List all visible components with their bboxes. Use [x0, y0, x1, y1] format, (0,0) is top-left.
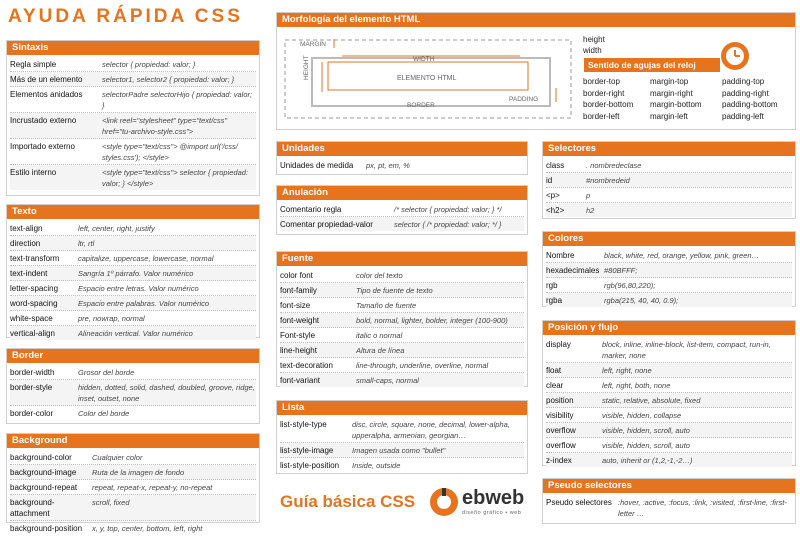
- property-name: direction: [10, 238, 41, 248]
- panel-pseudo: [542, 478, 796, 524]
- table-row: [546, 173, 792, 188]
- table-row: [546, 263, 792, 278]
- panel-lista: [276, 400, 528, 474]
- box-property: border-left: [583, 111, 620, 121]
- property-value: . nombredeclase: [586, 160, 642, 170]
- property-name: word-spacing: [10, 298, 58, 308]
- box-props-col2: [650, 76, 702, 122]
- property-name: Unidades de medida: [280, 160, 354, 170]
- table-row: [10, 87, 256, 113]
- table-row: [10, 450, 256, 465]
- table-row: [280, 343, 524, 358]
- table-row: [10, 113, 256, 139]
- panel-sintaxis: [6, 40, 260, 196]
- property-name: Pseudo selectores: [546, 497, 612, 507]
- panel-background: [6, 433, 260, 533]
- property-value: italic o normal: [356, 330, 403, 340]
- property-name: background-color: [10, 452, 72, 462]
- property-value: :hover, :active, :focus, :link, :visited, :first-line, :first-letter …: [618, 497, 787, 518]
- property-value: repeat, repeat-x, repeat-y, no-repeat: [92, 482, 213, 492]
- ebweb-brand: ebweb: [462, 487, 525, 509]
- border-title: Border: [7, 349, 259, 363]
- panel-colores: [542, 231, 796, 307]
- property-value: <style type="text/css"> @import url('/css/ styles.css'); </style>: [102, 141, 238, 162]
- property-name: Comentario regla: [280, 204, 342, 214]
- padding-label: PADDING: [509, 96, 539, 103]
- property-name: Incrustado externo: [10, 115, 77, 125]
- property-value: selector1, selector2 { propiedad: valor; }: [102, 74, 235, 84]
- anulacion-body: [277, 200, 527, 233]
- table-row: [10, 266, 256, 281]
- property-name: z-index: [546, 455, 572, 465]
- box-props-col1: [583, 76, 633, 122]
- border-body: [7, 363, 259, 422]
- guia-title: Guía básica CSS: [280, 492, 416, 511]
- table-row: [546, 453, 792, 467]
- property-name: line-height: [280, 345, 317, 355]
- panel-unidades: [276, 141, 528, 175]
- box-property: padding-right: [722, 88, 769, 98]
- property-value: Inside, outside: [352, 460, 401, 470]
- table-row: [280, 298, 524, 313]
- table-row: [10, 72, 256, 87]
- fuente-body: [277, 266, 527, 389]
- anulacion-title: Anulación: [277, 186, 527, 200]
- table-row: [546, 188, 792, 203]
- pseudo-title: Pseudo selectores: [543, 479, 795, 493]
- table-row: [10, 521, 256, 535]
- property-value: capitalize, uppercase, lowercase, normal: [78, 253, 214, 263]
- table-row: [10, 139, 256, 165]
- border-label: BORDER: [407, 102, 435, 109]
- table-row: [546, 293, 792, 307]
- box-props-col3: [722, 76, 778, 122]
- table-row: [280, 313, 524, 328]
- clock-icon: [719, 40, 751, 72]
- property-name: background-attachment: [10, 497, 55, 518]
- property-value: <link reel="stylesheet" type="text/css" href="tu-archivo-style.css">: [102, 115, 228, 136]
- property-value: static, relative, absolute, fixed: [602, 395, 701, 405]
- property-name: Elementos anidados: [10, 89, 83, 99]
- property-name: font-size: [280, 300, 311, 310]
- property-value: h2: [586, 205, 595, 215]
- background-title: Background: [7, 434, 259, 448]
- colores-body: [543, 246, 795, 309]
- table-row: [10, 406, 256, 420]
- table-row: [546, 278, 792, 293]
- box-property: border-bottom: [583, 100, 634, 109]
- property-name: overflow: [546, 440, 576, 450]
- table-row: [10, 251, 256, 266]
- table-row: [10, 480, 256, 495]
- box-property: border-right: [583, 88, 625, 98]
- property-name: overflow: [546, 425, 576, 435]
- table-row: [546, 158, 792, 173]
- panel-border: [6, 348, 260, 424]
- property-value: selector { propiedad: valor; }: [102, 59, 196, 69]
- pseudo-body: [543, 493, 795, 522]
- table-row: [280, 373, 524, 387]
- property-name: rgb: [546, 280, 558, 290]
- box-property: padding-left: [722, 111, 764, 121]
- background-body: [7, 448, 259, 537]
- property-value: rgb(96,80,220);: [604, 280, 656, 290]
- property-value: color del texto: [356, 270, 403, 280]
- panel-anulacion: [276, 185, 528, 235]
- table-row: [10, 236, 256, 251]
- property-value: left, center, right, justify: [78, 223, 155, 233]
- property-value: /* selector { propiedad: valor; } */: [394, 204, 502, 214]
- property-name: Importado externo: [10, 141, 75, 151]
- box-property: margin-bottom: [650, 100, 702, 109]
- property-name: text-decoration: [280, 360, 333, 370]
- property-name: display: [546, 339, 571, 349]
- property-value: Color del borde: [78, 408, 130, 418]
- property-name: Comentar propiedad-valor: [280, 219, 373, 229]
- table-row: [280, 202, 524, 217]
- property-name: letter-spacing: [10, 283, 59, 293]
- property-value: px, pt, em, %: [366, 160, 410, 170]
- page-title: AYUDA RÁPIDA CSS: [8, 6, 243, 27]
- property-name: border-style: [10, 382, 53, 392]
- property-name: text-indent: [10, 268, 48, 278]
- property-name: Más de un elemento: [10, 74, 83, 84]
- table-row: [546, 363, 792, 378]
- posicion-title: Posición y flujo: [543, 321, 795, 335]
- property-name: font-family: [280, 285, 317, 295]
- property-value: Altura de línea: [356, 345, 405, 355]
- property-value: selector { /* propiedad: valor; */ }: [394, 219, 502, 229]
- texto-title: Texto: [7, 205, 259, 219]
- property-value: p: [586, 190, 591, 200]
- table-row: [280, 268, 524, 283]
- table-row: [546, 337, 792, 363]
- property-name: text-align: [10, 223, 43, 233]
- table-row: [546, 378, 792, 393]
- property-value: visible, hidden, scroll, auto: [602, 440, 690, 450]
- property-value: rgba(215, 40, 40, 0.9);: [604, 295, 679, 305]
- table-row: [280, 217, 524, 231]
- table-row: [10, 296, 256, 311]
- property-value: Alineación vertical. Valor numérico: [78, 328, 193, 338]
- property-name: background-image: [10, 467, 77, 477]
- property-value: bold, normal, lighter, bolder, integer (100-900): [356, 315, 508, 325]
- unidades-title: Unidades: [277, 142, 527, 156]
- width-label: WIDTH: [413, 56, 435, 63]
- property-value: line-through, underline, overline, normal: [356, 360, 489, 370]
- property-name: float: [546, 365, 562, 375]
- property-name: <p>: [546, 190, 560, 200]
- property-value: black, white, red, orange, yellow, pink, green…: [604, 250, 760, 260]
- property-name: list-style-position: [280, 460, 340, 470]
- table-row: [280, 458, 524, 472]
- property-name: <h2>: [546, 205, 565, 215]
- property-value: scroll, fixed: [92, 497, 130, 507]
- table-row: [10, 57, 256, 72]
- property-value: visible, hidden, scroll, auto: [602, 425, 690, 435]
- property-name: font-variant: [280, 375, 321, 385]
- property-value: Ruta de la imagen de fondo: [92, 467, 185, 477]
- lista-body: [277, 415, 527, 474]
- ebweb-tagline: diseño gráfico • web: [462, 510, 522, 516]
- texto-body: [7, 219, 259, 342]
- selectores-title: Selectores: [543, 142, 795, 156]
- property-name: list-style-type: [280, 419, 327, 429]
- lista-title: Lista: [277, 401, 527, 415]
- property-name: position: [546, 395, 574, 405]
- posicion-body: [543, 335, 795, 469]
- property-name: white-space: [10, 313, 53, 323]
- property-name: Font-style: [280, 330, 316, 340]
- property-value: Espacio entre palabras. Valor numérico: [78, 298, 210, 308]
- panel-texto: [6, 204, 260, 338]
- property-value: pre, nowrap, normal: [78, 313, 145, 323]
- sintaxis-title: Sintaxis: [7, 41, 259, 55]
- table-row: [280, 358, 524, 373]
- height-label: HEIGHT: [303, 55, 310, 80]
- panel-fuente: [276, 251, 528, 387]
- property-name: visibility: [546, 410, 574, 420]
- property-name: class: [546, 160, 565, 170]
- property-value: Cualquier color: [92, 452, 143, 462]
- property-value: block, inline, inline-block, list-item, compact, run-in, marker, none: [602, 339, 771, 360]
- property-name: background-repeat: [10, 482, 78, 492]
- box-property: padding-top: [722, 77, 765, 86]
- table-row: [546, 408, 792, 423]
- property-value: visible, hidden, collapse: [602, 410, 682, 420]
- table-row: [10, 380, 256, 406]
- table-row: [546, 248, 792, 263]
- property-value: Tipo de fuente de texto: [356, 285, 433, 295]
- table-row: [546, 423, 792, 438]
- selectores-body: [543, 156, 795, 219]
- property-value: #nombredeid: [586, 175, 630, 185]
- property-value: disc, circle, square, none, decimal, lower-alpha, upperalpha, armenian, georgian…: [352, 419, 510, 440]
- table-row: [546, 203, 792, 217]
- property-value: hidden, dotted, solid, dashed, doubled, groove, ridge, inset, outset, none: [78, 382, 255, 403]
- panel-selectores: [542, 141, 796, 219]
- table-row: [280, 443, 524, 458]
- table-row: [546, 438, 792, 453]
- property-name: id: [546, 175, 553, 185]
- table-row: [280, 158, 524, 172]
- height-text: height: [583, 35, 605, 44]
- box-property: padding-bottom: [722, 100, 778, 109]
- width-text: width: [583, 46, 602, 55]
- table-row: [546, 495, 792, 520]
- sintaxis-body: [7, 55, 259, 192]
- property-value: Grosor del borde: [78, 367, 135, 377]
- table-row: [10, 495, 256, 521]
- box-property: margin-right: [650, 88, 693, 98]
- property-name: Nombre: [546, 250, 575, 260]
- table-row: [10, 165, 256, 190]
- table-row: [10, 326, 256, 340]
- box-property: margin-left: [650, 111, 688, 121]
- table-row: [10, 311, 256, 326]
- fuente-title: Fuente: [277, 252, 527, 266]
- table-row: [10, 365, 256, 380]
- property-name: hexadecimales: [546, 265, 600, 275]
- table-row: [10, 221, 256, 236]
- property-value: Sangría 1º párrafo. Valor numérico: [78, 268, 194, 278]
- property-name: color font: [280, 270, 313, 280]
- property-name: Estilo interno: [10, 167, 57, 177]
- property-value: selectorPadre selectorHijo { propiedad: valor; }: [102, 89, 253, 110]
- clockwise-label: Sentido de agujas del reloj: [584, 58, 720, 72]
- unidades-body: [277, 156, 527, 174]
- table-row: [280, 283, 524, 298]
- element-label: ELEMENTO HTML: [397, 75, 457, 82]
- table-row: [280, 328, 524, 343]
- property-name: vertical-align: [10, 328, 55, 338]
- panel-posicion: [542, 320, 796, 466]
- morfologia-title: Morfología del elemento HTML: [277, 13, 795, 27]
- table-row: [10, 281, 256, 296]
- property-value: <style type="text/css"> selector { propiedad: valor; } </style>: [102, 167, 249, 188]
- property-value: ltr, rtl: [78, 238, 95, 248]
- property-name: clear: [546, 380, 564, 390]
- table-row: [546, 393, 792, 408]
- property-value: Espacio entre letras. Valor numérico: [78, 283, 199, 293]
- property-name: list-style-image: [280, 445, 334, 455]
- property-value: small-caps, normal: [356, 375, 419, 385]
- property-value: left, right, none: [602, 365, 652, 375]
- table-row: [280, 417, 524, 443]
- property-value: Tamaño de fuente: [356, 300, 417, 310]
- property-name: background-position: [10, 523, 83, 533]
- property-value: auto, inherit or (1,2,-1,-2…): [602, 455, 693, 465]
- margin-label: MARGIN: [300, 41, 326, 48]
- colores-title: Colores: [543, 232, 795, 246]
- box-property: border-top: [583, 77, 620, 86]
- property-value: x, y, top, center, bottom, left, right: [92, 523, 203, 533]
- property-name: rgba: [546, 295, 563, 305]
- property-name: text-transform: [10, 253, 60, 263]
- table-row: [10, 465, 256, 480]
- property-name: border-width: [10, 367, 55, 377]
- box-property: margin-top: [650, 77, 689, 86]
- property-value: #80BFFF;: [604, 265, 638, 275]
- property-name: font-weight: [280, 315, 320, 325]
- property-value: Imagen usada como "bullet": [352, 445, 446, 455]
- property-value: left, right, both, none: [602, 380, 671, 390]
- property-name: border-color: [10, 408, 54, 418]
- property-name: Regla simple: [10, 59, 57, 69]
